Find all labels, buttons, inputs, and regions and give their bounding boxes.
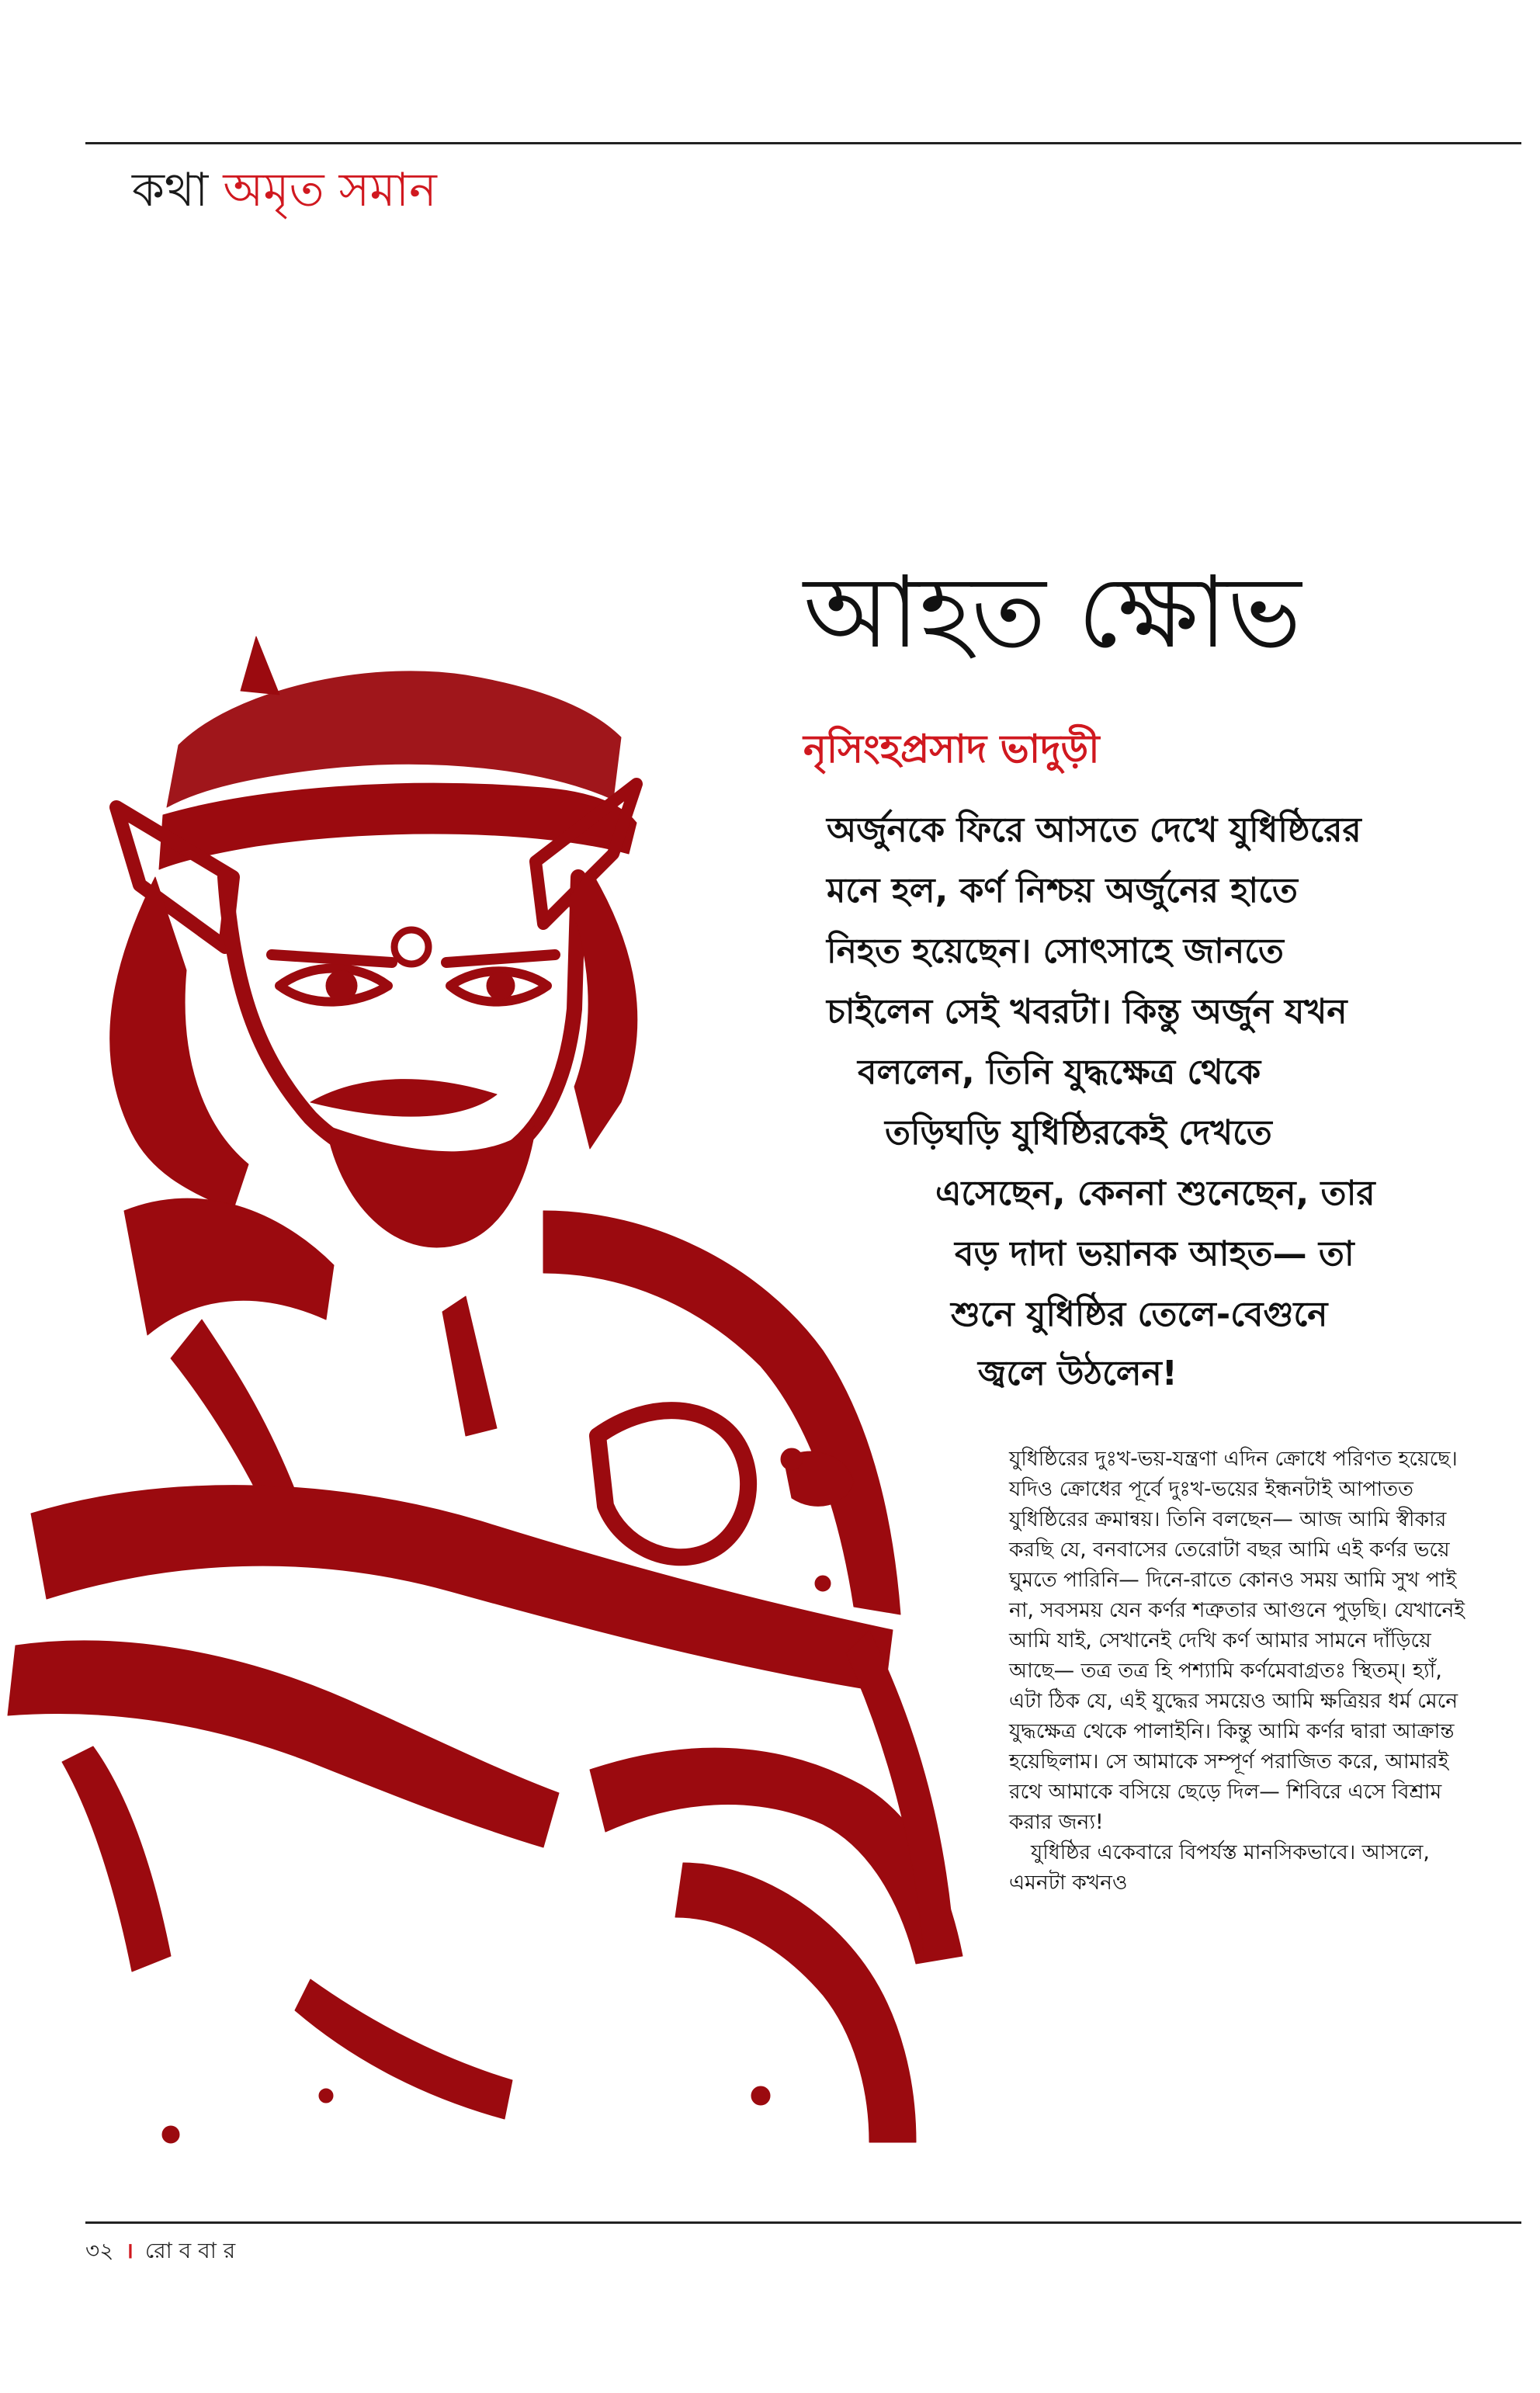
standfirst-line: মনে হল, কর্ণ নিশ্চয় অর্জুনের হাতে [827,871,1298,910]
body-text-column [1009,1444,1475,1898]
standfirst-line: বললেন, তিনি যুদ্ধক্ষেত্র থেকে [858,1053,1261,1092]
body-paragraph: যুধিষ্ঠির একেবারে বিপর্যস্ত মানসিকভাবে। আসলে, এমনটা কখনও [1009,1840,1430,1895]
bottom-rule [85,2221,1521,2224]
top-rule [85,142,1521,144]
standfirst-line: তড়িঘড়ি যুধিষ্ঠিরকেই দেখতে [885,1113,1272,1153]
standfirst-line: বড় দাদা ভয়ানক আহত— তা [955,1234,1354,1274]
standfirst-line: নিহত হয়েছেন। সোৎসাহে জানতে [827,931,1284,971]
body-paragraph: যুধিষ্ঠিরের দুঃখ-ভয়-যন্ত্রণা এদিন ক্রোধে পরিণত হয়েছে। যদিও ক্রোধের পূর্বে দুঃখ-ভয়ের ইন্ধনটাই আপাতত যুধিষ্ঠিরের ক্রমান্বয়। তিনি বলছেন— আজ আমি স্বীকার করছি যে, বনবাসের তেরোটা বছর আমি এই কর্ণর ভয়ে ঘুমতে পারিনি— দিনে-রাতে কোনও সময় আমি সুখ পাই না, সবসময় যেন কর্ণর শত্রুতার আগুনে পুড়ছি। যেখানেই আমি যাই, সেখানেই দেখি কর্ণ আমার সামনে দাঁড়িয়ে আছে— তত্র তত্র হি পশ্যামি কর্ণমেবাগ্রতঃ স্থিতম্। হ্যাঁ, এটা ঠিক যে, এই যুদ্ধের সময়েও আমি ক্ষত্রিয়র ধর্ম মেনে যুদ্ধক্ষেত্র থেকে পালাইনি। কিন্তু আমি কর্ণর দ্বারা আক্রান্ত হয়েছিলাম। সে আমাকে সম্পূর্ণ পরাজিত করে, আমারই রথে আমাকে বসিয়ে ছেড়ে দিল— শিবিরে এসে বিশ্রাম করার জন্য! [1009,1447,1465,1834]
standfirst-line: এসেছেন, কেননা শুনেছেন, তার [935,1174,1375,1213]
section-label-primary: কথা [132,163,209,217]
page-footer [85,2235,235,2266]
publication-name: রো ব বা র [144,2238,236,2263]
section-label-accent: অমৃত সমান [223,163,437,217]
standfirst-line: অর্জুনকে ফিরে আসতে দেখে যুধিষ্ঠিরের [827,810,1361,850]
page-number: ৩২ [85,2238,114,2263]
standfirst-line: জ্বলে উঠলেন! [978,1354,1178,1393]
section-header [132,159,437,221]
standfirst [0,807,1540,1393]
footer-separator: । [125,2238,134,2263]
standfirst-line: শুনে যুধিষ্ঠির তেলে-বেগুনে [951,1295,1328,1334]
standfirst-line: চাইলেন সেই খবরটা। কিন্তু অর্জুন যখন [827,992,1348,1032]
article-title: আহত ক্ষোভ [803,555,1302,671]
turban-crest-shape [241,636,279,695]
author-byline: নৃসিংহপ্রসাদ ভাদুড়ী [803,727,1100,772]
